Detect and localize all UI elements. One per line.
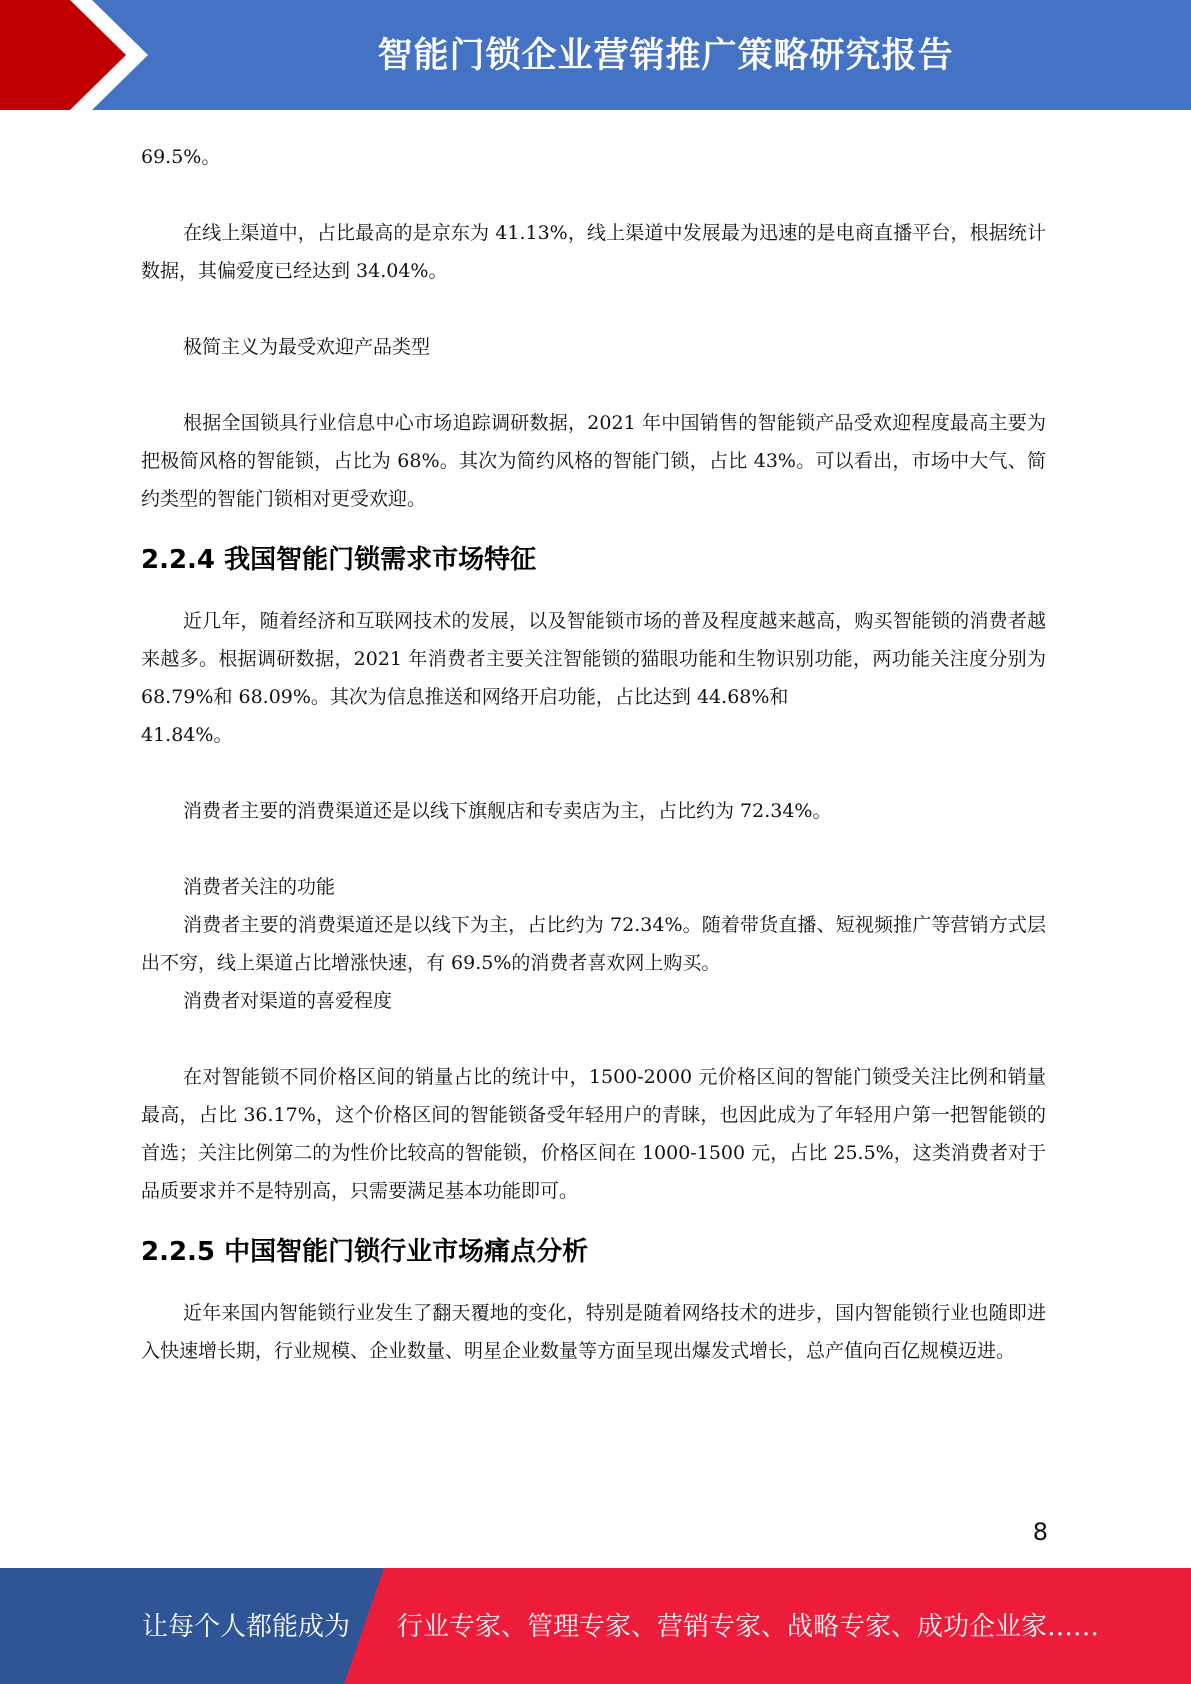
section-heading-2-2-5: 2.2.5 中国智能门锁行业市场痛点分析 [141,1237,589,1267]
paragraph-continuation: 41.84%。 [141,724,233,746]
paragraph: 消费者主要的消费渠道还是以线下旗舰店和专卖店为主，占比约为 72.34%。 [183,800,832,822]
page-header [0,0,1191,110]
paragraph: 消费者主要的消费渠道还是以线下为主，占比约为 72.34%。随着带货直播、短视频推广等营销方式层出不穷，线上渠道占比增涨快速，有 69.5%的消费者喜欢网上购买。 [141,914,1046,974]
header-arrow-decoration [0,0,160,110]
footer-slogan-right: 行业专家、管理专家、营销专家、战略专家、成功企业家…… [397,1612,1100,1642]
paragraph: 近几年，随着经济和互联网技术的发展，以及智能锁市场的普及程度越来越高，购买智能锁的消费者越来越多。根据调研数据，2021 年消费者主要关注智能锁的猫眼功能和生物识别功能，两功能关注度分别为 68.79%和 68.09%。其次为信息推送和网络开启功能，占比达到 44.68%和 [141,610,1046,708]
subheading-text: 消费者关注的功能 [183,876,336,898]
document-body [141,138,1046,1370]
page-footer [0,1568,1191,1684]
section-heading-2-2-4: 2.2.4 我国智能门锁需求市场特征 [141,545,537,575]
paragraph: 根据全国锁具行业信息中心市场追踪调研数据，2021 年中国销售的智能锁产品受欢迎程度最高主要为把极简风格的智能锁，占比为 68%。其次为简约风格的智能门锁，占比 43%。可以看出，市场中大气、简约类型的智能门锁相对更受欢迎。 [141,412,1046,510]
paragraph: 69.5%。 [141,146,221,168]
subheading-text: 极简主义为最受欢迎产品类型 [183,336,431,358]
paragraph: 在对智能锁不同价格区间的销量占比的统计中，1500-2000 元价格区间的智能门锁受关注比例和销量最高，占比 36.17%，这个价格区间的智能锁备受年轻用户的青睐，也因此成为了年轻用户第一把智能锁的首选；关注比例第二的为性价比较高的智能锁，价格区间在 1000-1500 元，占比 25.5%，这类消费者对于品质要求并不是特别高，只需要满足基本功能即可。 [141,1066,1046,1202]
footer-slogan-left: 让每个人都能成为 [142,1612,351,1642]
subheading-text: 消费者对渠道的喜爱程度 [183,990,393,1012]
paragraph: 在线上渠道中，占比最高的是京东为 41.13%，线上渠道中发展最为迅速的是电商直播平台，根据统计数据，其偏爱度已经达到 34.04%。 [141,222,1046,282]
report-title: 智能门锁企业营销推广策略研究报告 [377,36,954,76]
page-number: 8 [1032,1518,1048,1546]
paragraph: 近年来国内智能锁行业发生了翻天覆地的变化，特别是随着网络技术的进步，国内智能锁行业也随即进入快速增长期，行业规模、企业数量、明星企业数量等方面呈现出爆发式增长，总产值向百亿规模迈进。 [141,1302,1046,1362]
